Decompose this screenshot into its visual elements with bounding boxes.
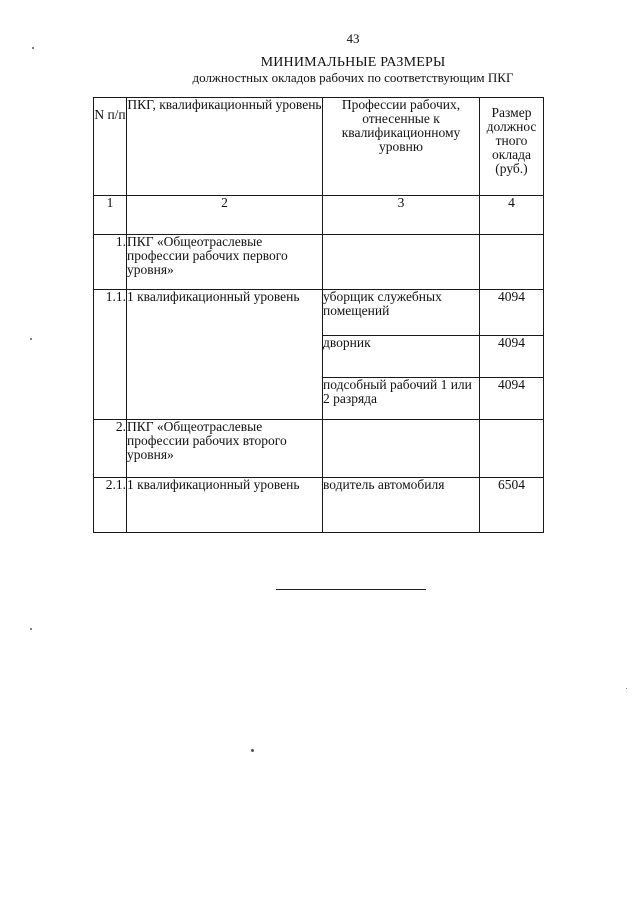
header-salary: Размер должнос тного оклада (руб.) xyxy=(480,98,544,196)
group-num: 1. xyxy=(94,235,127,290)
header-num: N п/п xyxy=(94,98,127,196)
scan-speck xyxy=(626,688,627,689)
index-cell: 1 xyxy=(94,196,127,235)
scan-speck xyxy=(30,628,32,630)
empty-cell xyxy=(323,420,480,478)
empty-cell xyxy=(480,235,544,290)
salary-value: 4094 xyxy=(480,336,544,378)
table-row xyxy=(94,478,544,533)
empty-cell xyxy=(323,235,480,290)
group-name: ПКГ «Общеотраслевые профессии рабочих второго уровня» xyxy=(127,420,323,478)
profession-title: уборщик служебных помещений xyxy=(323,290,480,336)
salary-table xyxy=(93,97,544,533)
profession-title: дворник xyxy=(323,336,480,378)
level-num: 2.1. xyxy=(94,478,127,533)
group-name: ПКГ «Общеотраслевые профессии рабочих первого уровня» xyxy=(127,235,323,290)
profession-title: подсобный рабочий 1 или 2 разряда xyxy=(323,378,480,420)
scan-speck xyxy=(32,47,34,49)
header-pkg: ПКГ, квалификационный уровень xyxy=(127,98,323,196)
level-name: 1 квалификационный уровень xyxy=(127,290,323,420)
page-number: 43 xyxy=(346,31,360,46)
salary-value: 6504 xyxy=(480,478,544,533)
profession-title: водитель автомобиля xyxy=(323,478,480,533)
table-index-row xyxy=(94,196,544,235)
index-cell: 2 xyxy=(127,196,323,235)
closing-rule xyxy=(276,589,426,590)
group-num: 2. xyxy=(94,420,127,478)
index-cell: 4 xyxy=(480,196,544,235)
document-title: МИНИМАЛЬНЫЕ РАЗМЕРЫ xyxy=(260,55,446,70)
empty-cell xyxy=(480,420,544,478)
table-row xyxy=(94,420,544,478)
table-header-row xyxy=(94,98,544,196)
document-subtitle: должностных окладов рабочих по соответствующим ПКГ xyxy=(192,70,514,85)
salary-value: 4094 xyxy=(480,290,544,336)
scan-speck xyxy=(251,749,254,752)
table-row xyxy=(94,235,544,290)
table-row xyxy=(94,290,544,336)
salary-value: 4094 xyxy=(480,378,544,420)
level-name: 1 квалификационный уровень xyxy=(127,478,323,533)
index-cell: 3 xyxy=(323,196,480,235)
level-num: 1.1. xyxy=(94,290,127,420)
header-professions: Профессии рабочих, отнесенные к квалификационному уровню xyxy=(323,98,480,196)
scan-speck xyxy=(30,338,32,340)
